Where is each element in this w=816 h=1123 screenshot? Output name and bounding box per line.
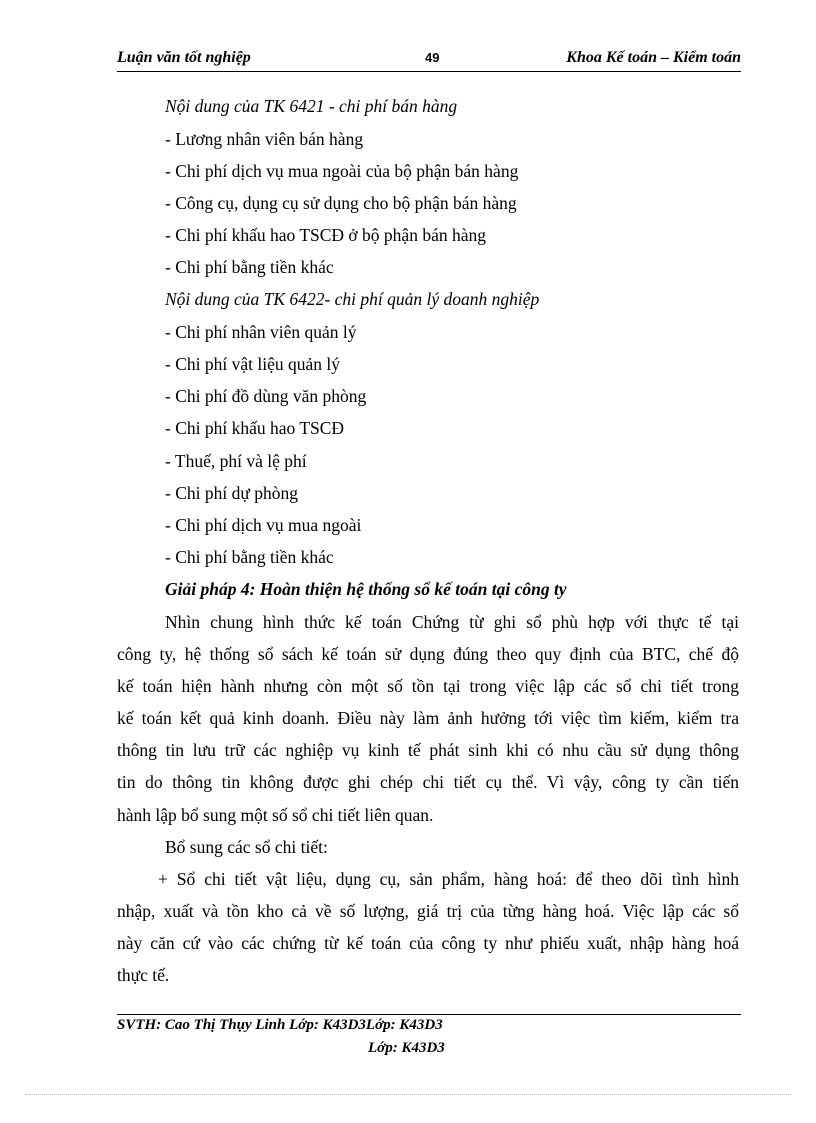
section-6422-title: Nội dung của TK 6422- chi phí quản lý doanh nghiệp bbox=[165, 289, 540, 309]
paragraph-line: kế toán hiện hành nhưng còn một số tồn tại trong việc lập các sổ chi tiết trong bbox=[117, 676, 739, 696]
paragraph-line: + Sổ chi tiết vật liệu, dụng cụ, sản phẩm, hàng hoá: để theo dõi tình hình bbox=[158, 869, 739, 889]
paragraph-line: nhập, xuất và tồn kho cả về số lượng, giá trị của từng hàng hoá. Việc lập các sổ bbox=[117, 901, 739, 921]
paragraph-line: thực tế. bbox=[117, 965, 170, 985]
paragraph-line: hành lập bổ sung một số sổ chi tiết liên quan. bbox=[117, 805, 434, 825]
paragraph-line: kế toán kết quả kinh doanh. Điều này làm ảnh hưởng tới việc tìm kiếm, kiểm tra bbox=[117, 708, 739, 728]
page-header bbox=[117, 47, 741, 72]
list-item: - Chi phí khấu hao TSCĐ bbox=[165, 418, 345, 438]
list-item: - Chi phí đồ dùng văn phòng bbox=[165, 386, 367, 406]
footer-class-info: Lớp: K43D3 bbox=[368, 1040, 445, 1056]
solution-heading: Giải pháp 4: Hoàn thiện hệ thống sổ kế toán tại công ty bbox=[165, 579, 567, 599]
list-item: - Chi phí bằng tiền khác bbox=[165, 547, 334, 567]
list-item: - Chi phí bằng tiền khác bbox=[165, 257, 334, 277]
supplement-intro: Bổ sung các sổ chi tiết: bbox=[165, 837, 328, 857]
list-item: - Lương nhân viên bán hàng bbox=[165, 129, 364, 149]
page-bottom-divider bbox=[25, 1094, 791, 1095]
header-department: Khoa Kế toán – Kiểm toán bbox=[566, 49, 741, 66]
list-item: - Chi phí dịch vụ mua ngoài của bộ phận bán hàng bbox=[165, 161, 519, 181]
header-thesis-label: Luận văn tốt nghiệp bbox=[117, 49, 251, 66]
paragraph-line: công ty, hệ thống sổ sách kế toán sử dụng đúng theo quy định của BTC, chế độ bbox=[117, 644, 739, 664]
paragraph-line: này căn cứ vào các chứng từ kế toán của công ty như phiếu xuất, nhập hàng hoá bbox=[117, 933, 739, 953]
list-item: - Chi phí dịch vụ mua ngoài bbox=[165, 515, 362, 535]
paragraph-line: Nhìn chung hình thức kế toán Chứng từ ghi sổ phù hợp với thực tế tại bbox=[165, 612, 739, 632]
list-item: - Chi phí dự phòng bbox=[165, 483, 298, 503]
paragraph-line: thông tin lưu trữ các nghiệp vụ kinh tế phát sinh khi có nhu cầu sử dụng thông bbox=[117, 740, 739, 760]
footer-rule bbox=[117, 1014, 741, 1015]
list-item: - Chi phí vật liệu quản lý bbox=[165, 354, 340, 374]
section-6421-title: Nội dung của TK 6421 - chi phí bán hàng bbox=[165, 96, 458, 116]
footer-student-info: SVTH: Cao Thị Thụy Linh Lớp: K43D3Lớp: K43D3 bbox=[117, 1017, 443, 1033]
page-number: 49 bbox=[425, 50, 440, 65]
list-item: - Thuế, phí và lệ phí bbox=[165, 451, 307, 471]
paragraph-line: tin do thông tin không được ghi chép chi tiết cụ thể. Vì vậy, công ty cần tiến bbox=[117, 772, 739, 792]
list-item: - Chi phí nhân viên quản lý bbox=[165, 322, 357, 342]
list-item: - Chi phí khấu hao TSCĐ ở bộ phận bán hàng bbox=[165, 225, 486, 245]
list-item: - Công cụ, dụng cụ sử dụng cho bộ phận bán hàng bbox=[165, 193, 517, 213]
